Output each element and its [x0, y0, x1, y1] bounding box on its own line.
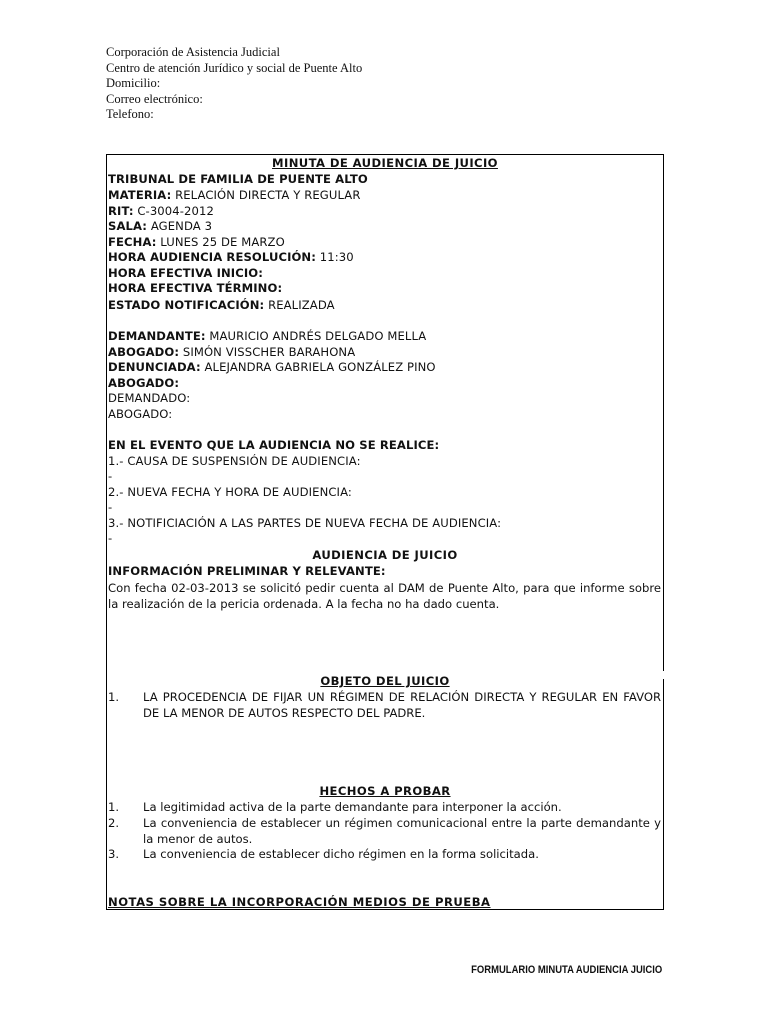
- evento-dash: -: [108, 500, 113, 514]
- evento-heading: EN EL EVENTO QUE LA AUDIENCIA NO SE REALICE:: [108, 438, 440, 452]
- hechos-title: HECHOS A PROBAR: [319, 784, 451, 798]
- field-estado-notificacion: ESTADO NOTIFICACIÓN: REALIZADA: [108, 298, 335, 312]
- field-hora-termino: HORA EFECTIVA TÉRMINO:: [108, 281, 283, 295]
- info-paragraph: Con fecha 02-03-2013 se solicitó pedir cuenta al DAM de Puente Alto, para que informe sobre la realización de la pericia ordenada. A la fecha no ha dado cuenta.: [108, 581, 661, 611]
- party-abogado-denunciada: ABOGADO:: [108, 376, 180, 390]
- form-title: MINUTA DE AUDIENCIA DE JUICIO: [272, 156, 498, 170]
- evento-item: 1.- CAUSA DE SUSPENSIÓN DE AUDIENCIA:: [108, 454, 361, 468]
- demandado-label: DEMANDADO:: [108, 391, 191, 405]
- field-materia: MATERIA: RELACIÓN DIRECTA Y REGULAR: [108, 188, 361, 202]
- field-hora-inicio: HORA EFECTIVA INICIO:: [108, 266, 263, 280]
- address-label: Domicilio:: [106, 76, 161, 90]
- party-abogado-demandante: ABOGADO: SIMÓN VISSCHER BARAHONA: [108, 345, 356, 359]
- hechos-item: 2. La conveniencia de establecer un régimen comunicacional entre la parte demandante y la menor de autos.: [108, 816, 661, 846]
- party-denunciada: DENUNCIADA: ALEJANDRA GABRIELA GONZÁLEZ PINO: [108, 360, 436, 374]
- form-footer-title: FORMULARIO MINUTA AUDIENCIA JUICIO: [470, 964, 662, 976]
- evento-item: 2.- NUEVA FECHA Y HORA DE AUDIENCIA:: [108, 485, 352, 499]
- party-demandante: DEMANDANTE: MAURICIO ANDRÉS DELGADO MELLA: [108, 329, 427, 343]
- abogado-label: ABOGADO:: [108, 407, 173, 421]
- tribunal-name: TRIBUNAL DE FAMILIA DE PUENTE ALTO: [108, 172, 368, 186]
- organization-header: [106, 45, 362, 123]
- audiencia-title: AUDIENCIA DE JUICIO: [312, 548, 458, 562]
- field-sala: SALA: AGENDA 3: [108, 219, 213, 233]
- center-name: Centro de atención Jurídico y social de Puente Alto: [106, 60, 363, 75]
- notas-heading: NOTAS SOBRE LA INCORPORACIÓN MEDIOS DE PRUEBA: [108, 895, 491, 909]
- field-rit: RIT: C-3004-2012: [108, 204, 214, 218]
- hechos-item: 3. La conveniencia de establecer dicho régimen en la forma solicitada.: [108, 847, 539, 861]
- evento-dash: -: [108, 531, 113, 545]
- field-hora-resolucion: HORA AUDIENCIA RESOLUCIÓN: 11:30: [108, 250, 354, 264]
- hearing-minutes-form: [106, 154, 664, 910]
- field-fecha: FECHA: LUNES 25 DE MARZO: [108, 235, 285, 249]
- organization-name: Corporación de Asistencia Judicial: [106, 45, 280, 59]
- evento-dash: -: [108, 469, 113, 483]
- info-heading: INFORMACIÓN PRELIMINAR Y RELEVANTE:: [108, 564, 386, 578]
- phone-label: Telefono:: [106, 107, 154, 121]
- objeto-title: OBJETO DEL JUICIO: [320, 674, 450, 688]
- objeto-item: 1. LA PROCEDENCIA DE FIJAR UN RÉGIMEN DE RELACIÓN DIRECTA Y REGULAR EN FAVOR DE LA MENOR DE AUTOS RESPECTO DEL PADRE.: [108, 690, 661, 720]
- hechos-item: 1. La legitimidad activa de la parte demandante para interponer la acción.: [108, 800, 562, 814]
- email-label: Correo electrónico:: [106, 91, 203, 106]
- evento-item: 3.- NOTIFICIACIÓN A LAS PARTES DE NUEVA FECHA DE AUDIENCIA:: [108, 516, 502, 530]
